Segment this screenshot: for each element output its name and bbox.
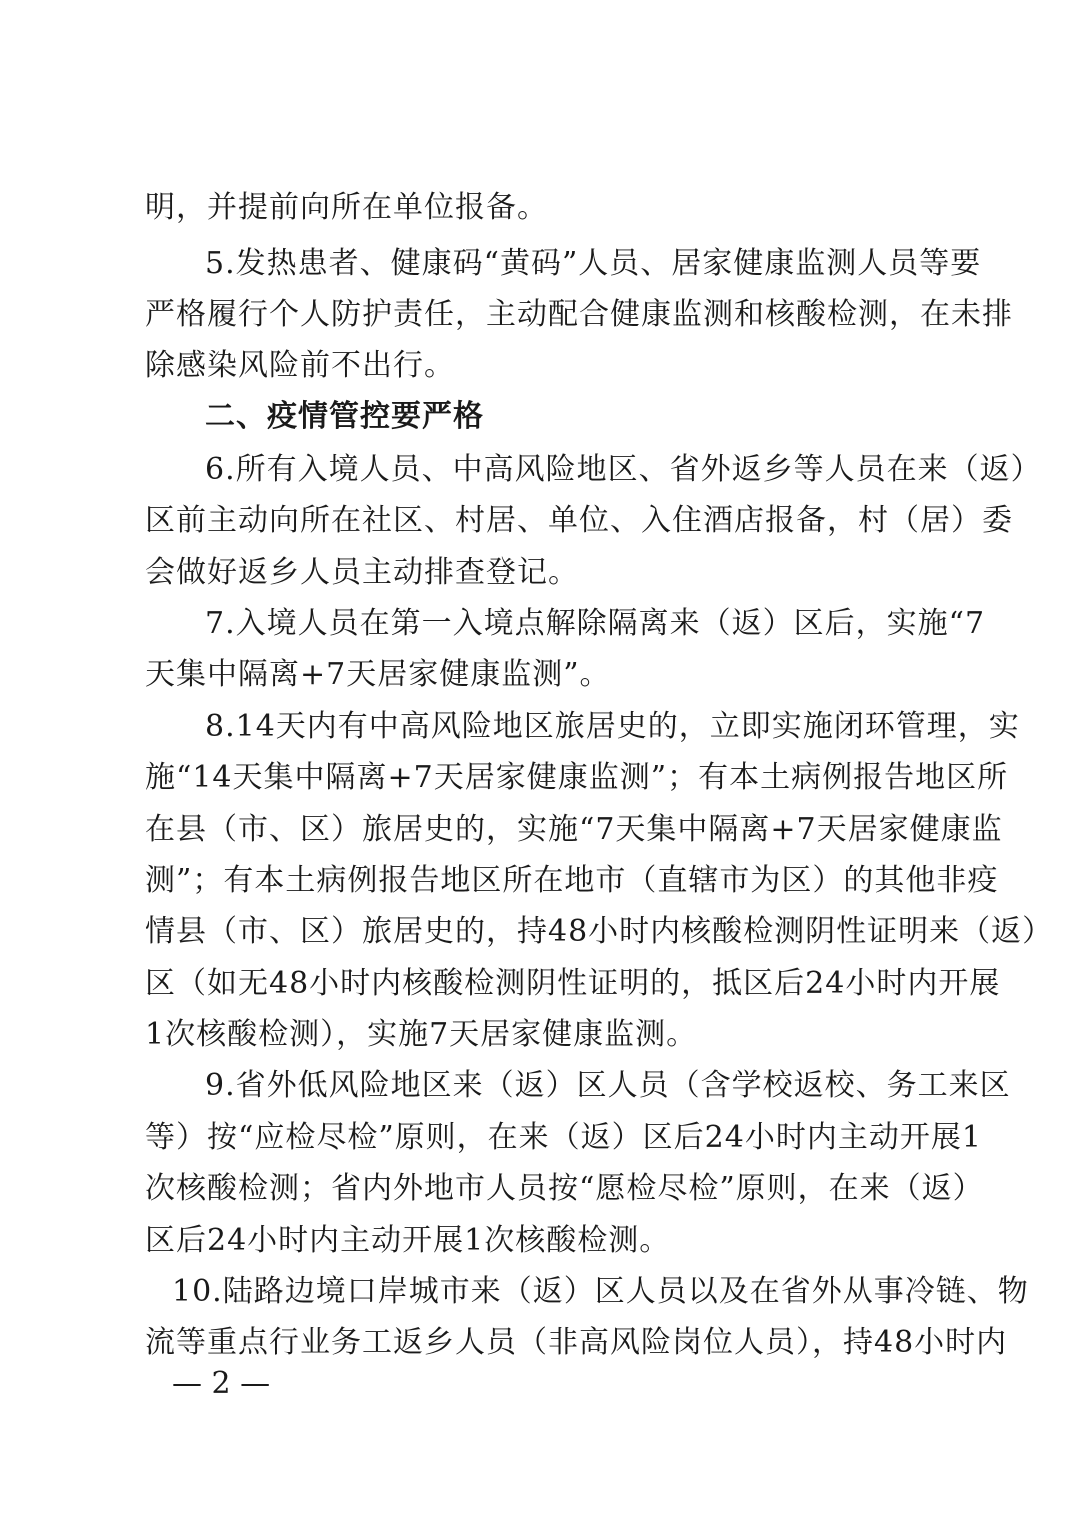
section-heading: 二、疫情管控要严格 bbox=[205, 399, 484, 434]
paragraph-line: 流等重点行业务工返乡人员（非高风险岗位人员），持48小时内 bbox=[145, 1325, 1008, 1360]
paragraph-line: 在县（市、区）旅居史的，实施“7天集中隔离+7天居家健康监 bbox=[145, 812, 1003, 847]
paragraph-line: 测”；有本土病例报告地区所在地市（直辖市为区）的其他非疫 bbox=[145, 863, 999, 898]
paragraph-line: 严格履行个人防护责任，主动配合健康监测和核酸检测，在未排 bbox=[145, 297, 1013, 332]
paragraph-line: 等）按“应检尽检”原则，在来（返）区后24小时内主动开展1 bbox=[145, 1120, 982, 1155]
paragraph-line: 会做好返乡人员主动排查登记。 bbox=[145, 555, 579, 590]
paragraph-line: 9.省外低风险地区来（返）区人员（含学校返校、务工来区 bbox=[205, 1068, 1011, 1103]
paragraph-line: 7.入境人员在第一入境点解除隔离来（返）区后，实施“7 bbox=[205, 606, 986, 641]
page-number: — 2 — bbox=[172, 1366, 271, 1401]
paragraph-line: 天集中隔离+7天居家健康监测”。 bbox=[145, 657, 611, 692]
paragraph-line: 除感染风险前不出行。 bbox=[145, 348, 455, 383]
paragraph-line: 次核酸检测；省内外地市人员按“愿检尽检”原则，在来（返） bbox=[145, 1171, 984, 1206]
paragraph-line: 区（如无48小时内核酸检测阴性证明的，抵区后24小时内开展 bbox=[145, 966, 1001, 1001]
paragraph-line: 6.所有入境人员、中高风险地区、省外返乡等人员在来（返） bbox=[205, 452, 1042, 487]
paragraph-line: 施“14天集中隔离+7天居家健康监测”；有本土病例报告地区所 bbox=[145, 760, 1009, 795]
paragraph-line: 1次核酸检测），实施7天居家健康监测。 bbox=[145, 1017, 698, 1052]
paragraph-line: 8.14天内有中高风险地区旅居史的，立即实施闭环管理，实 bbox=[205, 709, 1020, 744]
paragraph-line: 5.发热患者、健康码“黄码”人员、居家健康监测人员等要 bbox=[205, 246, 982, 281]
paragraph-line: 区前主动向所在社区、村居、单位、入住酒店报备，村（居）委 bbox=[145, 503, 1013, 538]
paragraph-line: 区后24小时内主动开展1次核酸检测。 bbox=[145, 1223, 671, 1258]
paragraph-line: 情县（市、区）旅居史的，持48小时内核酸检测阴性证明来（返） bbox=[145, 914, 1054, 949]
paragraph-line: 10.陆路边境口岸城市来（返）区人员以及在省外从事冷链、物 bbox=[172, 1274, 1029, 1309]
paragraph-line: 明，并提前向所在单位报备。 bbox=[145, 190, 548, 225]
